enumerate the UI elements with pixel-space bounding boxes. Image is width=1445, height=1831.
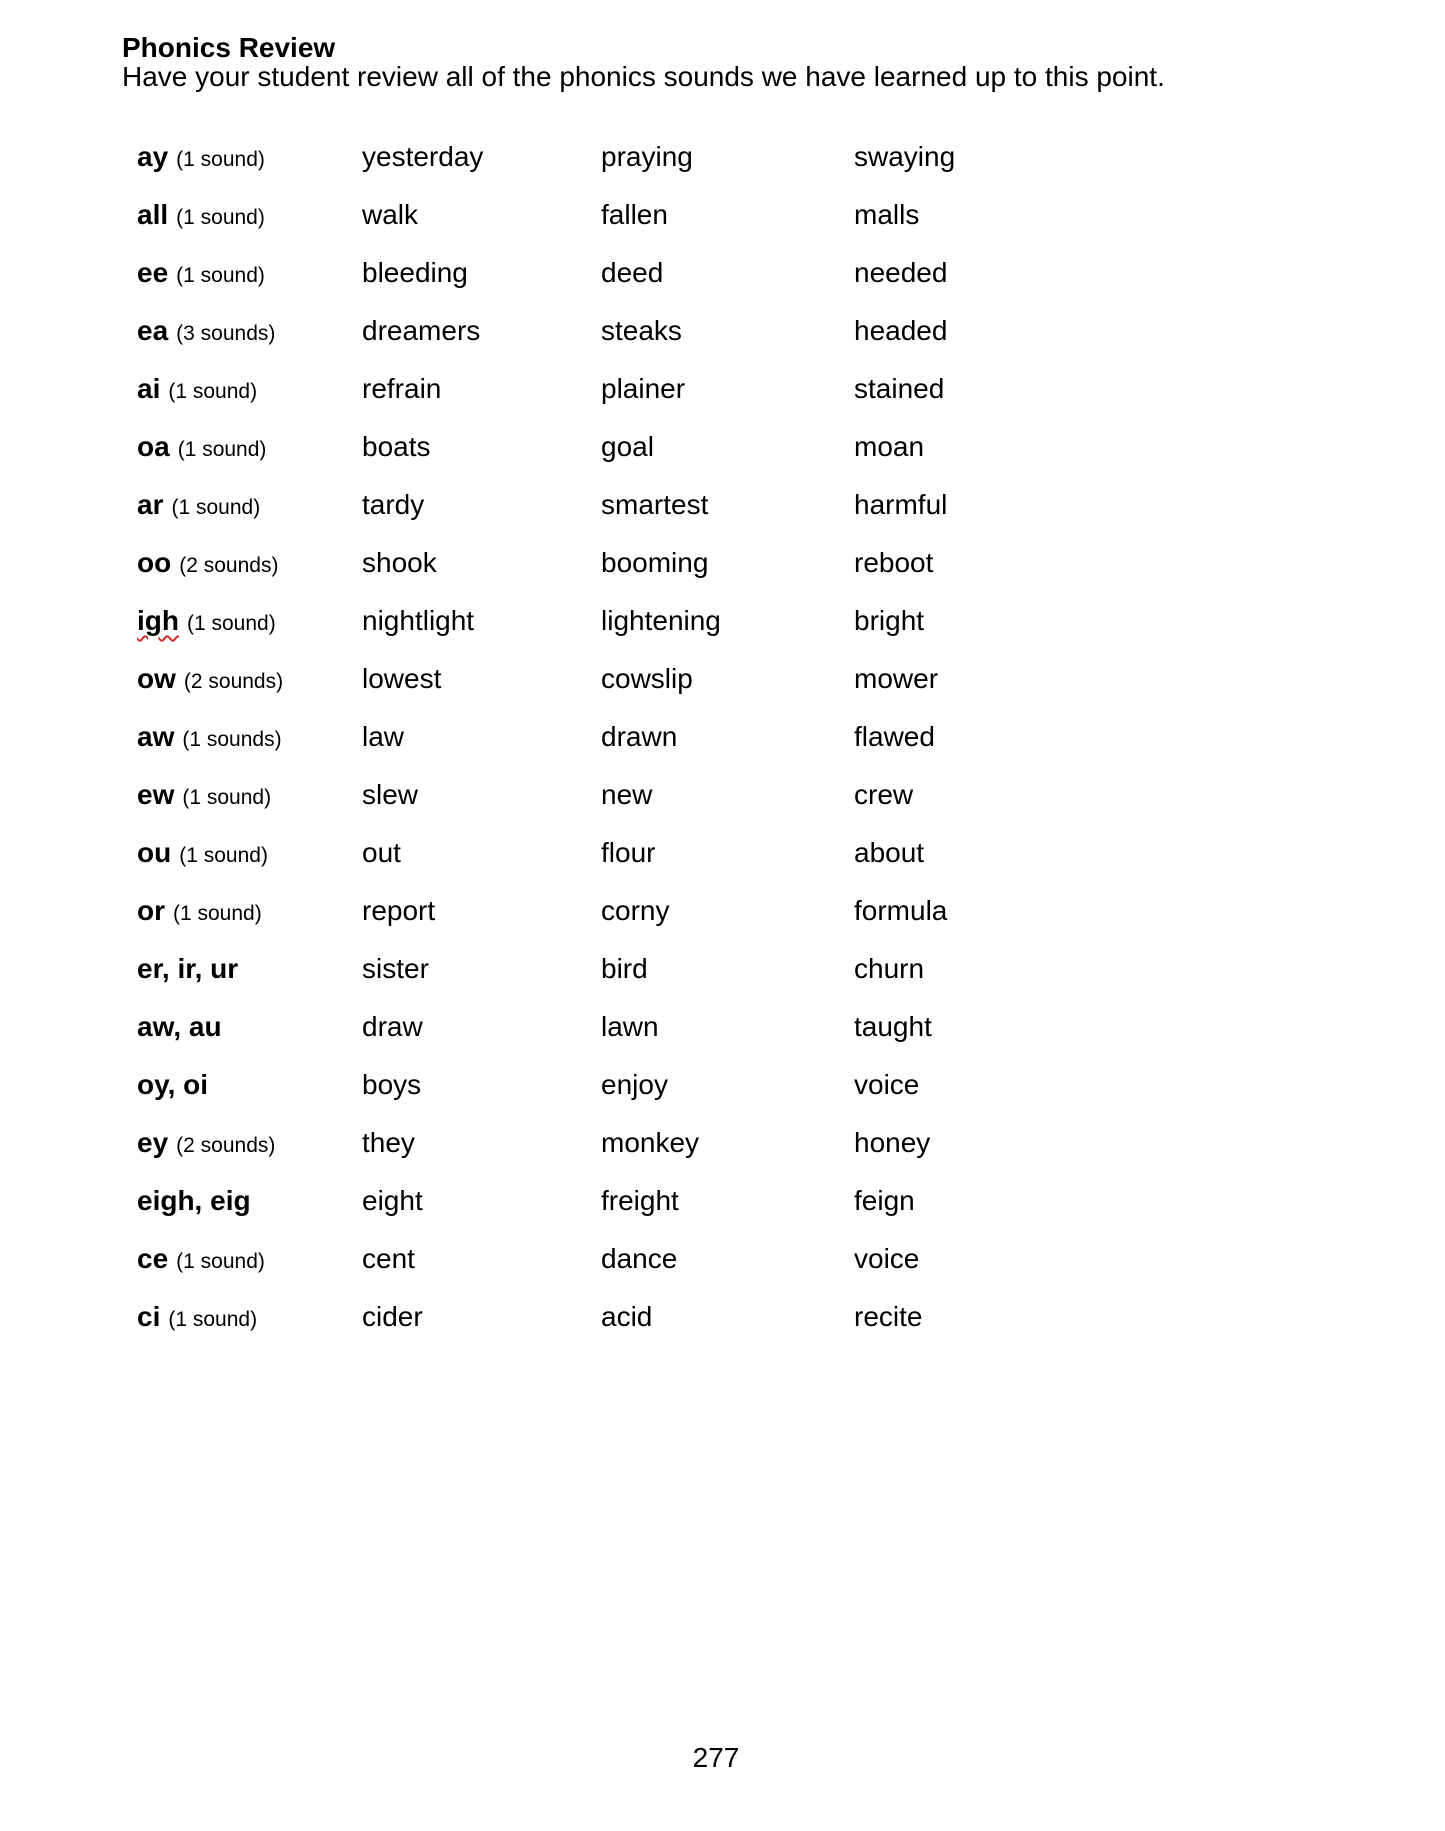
phonics-pattern-cell <box>137 489 362 521</box>
word-cell: tardy <box>362 489 425 520</box>
sound-count: (3 sounds) <box>176 322 276 345</box>
table-row <box>137 302 1357 360</box>
word-cell: new <box>601 779 653 810</box>
word-cell: report <box>362 895 436 926</box>
word-cell: mower <box>854 663 939 694</box>
phonics-pattern-cell <box>137 431 362 463</box>
word-cell: lightening <box>601 605 721 636</box>
word-cell: harmful <box>854 489 948 520</box>
phonics-pattern: ee <box>137 257 169 288</box>
word-cell: steaks <box>601 315 682 346</box>
table-row <box>137 186 1357 244</box>
word-cell: boys <box>362 1069 422 1100</box>
phonics-pattern: ce <box>137 1243 169 1274</box>
phonics-pattern-cell <box>137 373 362 405</box>
page-subtitle: Have your student review all of the phonics sounds we have learned up to this point. <box>122 61 1165 92</box>
phonics-pattern: ai <box>137 373 161 404</box>
phonics-pattern-cell <box>137 1069 362 1101</box>
word-cell: crew <box>854 779 914 810</box>
table-row <box>137 1114 1357 1172</box>
phonics-pattern-cell <box>137 1243 362 1275</box>
phonics-pattern-cell <box>137 257 362 289</box>
word-cell: eight <box>362 1185 423 1216</box>
word-cell: malls <box>854 199 920 230</box>
word-cell: corny <box>601 895 670 926</box>
word-cell: nightlight <box>362 605 475 636</box>
phonics-pattern-cell <box>137 1127 362 1159</box>
word-cell: about <box>854 837 925 868</box>
word-cell: flour <box>601 837 656 868</box>
table-row <box>137 476 1357 534</box>
phonics-pattern-cell <box>137 547 362 579</box>
phonics-pattern: ci <box>137 1301 161 1332</box>
word-cell: draw <box>362 1011 423 1042</box>
table-row <box>137 998 1357 1056</box>
sound-count: (1 sound) <box>176 264 265 287</box>
phonics-pattern-cell <box>137 1011 362 1043</box>
word-cell: churn <box>854 953 925 984</box>
sound-count: (1 sound) <box>176 148 265 171</box>
word-cell: praying <box>601 141 693 172</box>
word-cell: sister <box>362 953 429 984</box>
phonics-pattern: ow <box>137 663 176 694</box>
table-row <box>137 1230 1357 1288</box>
table-row <box>137 1172 1357 1230</box>
phonics-pattern-cell <box>137 199 362 231</box>
word-cell: cider <box>362 1301 423 1332</box>
word-cell: boats <box>362 431 431 462</box>
word-cell: lowest <box>362 663 442 694</box>
word-cell: drawn <box>601 721 678 752</box>
word-cell: bright <box>854 605 925 636</box>
word-cell: booming <box>601 547 709 578</box>
word-cell: feign <box>854 1185 915 1216</box>
phonics-pattern: ew <box>137 779 175 810</box>
word-cell: voice <box>854 1243 920 1274</box>
table-row <box>137 650 1357 708</box>
phonics-pattern-spellcheck: igh <box>137 605 179 636</box>
table-row <box>137 882 1357 940</box>
word-cell: walk <box>362 199 419 230</box>
phonics-pattern-cell <box>137 141 362 173</box>
sound-count: (1 sound) <box>168 380 258 403</box>
word-cell: voice <box>854 1069 920 1100</box>
table-row <box>137 128 1357 186</box>
word-cell: law <box>362 721 405 752</box>
word-cell: cowslip <box>601 663 693 694</box>
sound-count: (1 sound) <box>173 902 262 925</box>
word-cell: headed <box>854 315 948 346</box>
word-cell: honey <box>854 1127 931 1158</box>
sound-count: (1 sound) <box>182 786 272 809</box>
phonics-pattern-cell <box>137 1301 362 1333</box>
sound-count: (1 sound) <box>179 844 268 867</box>
word-cell: dreamers <box>362 315 481 346</box>
phonics-pattern: oy, oi <box>137 1069 209 1100</box>
phonics-pattern-cell <box>137 663 362 695</box>
phonics-pattern-cell <box>137 837 362 869</box>
page-number: 277 <box>692 1742 740 1773</box>
table-row <box>137 824 1357 882</box>
word-cell: swaying <box>854 141 956 172</box>
phonics-pattern: ay <box>137 141 169 172</box>
phonics-pattern-cell <box>137 315 362 347</box>
word-cell: freight <box>601 1185 679 1216</box>
table-row <box>137 1056 1357 1114</box>
word-cell: shook <box>362 547 437 578</box>
table-row <box>137 418 1357 476</box>
phonics-pattern: aw <box>137 721 175 752</box>
phonics-pattern: er, ir, ur <box>137 953 239 984</box>
sound-count: (1 sound) <box>176 1250 265 1273</box>
page-header <box>122 33 1165 91</box>
sound-count: (1 sound) <box>176 206 265 229</box>
phonics-pattern: oo <box>137 547 172 578</box>
word-cell: slew <box>362 779 419 810</box>
word-cell: bleeding <box>362 257 468 288</box>
word-cell: moan <box>854 431 925 462</box>
word-cell: deed <box>601 257 664 288</box>
sound-count: (2 sounds) <box>179 554 279 577</box>
phonics-pattern: or <box>137 895 165 926</box>
table-row <box>137 244 1357 302</box>
table-row <box>137 940 1357 998</box>
phonics-pattern-cell <box>137 895 362 927</box>
word-cell: plainer <box>601 373 686 404</box>
word-cell: yesterday <box>362 141 484 172</box>
phonics-pattern: ey <box>137 1127 169 1158</box>
phonics-pattern: ou <box>137 837 172 868</box>
sound-count: (1 sound) <box>168 1308 258 1331</box>
word-cell: lawn <box>601 1011 659 1042</box>
sound-count: (1 sound) <box>177 438 267 461</box>
word-cell: stained <box>854 373 945 404</box>
word-cell: reboot <box>854 547 934 578</box>
sound-count: (1 sound) <box>187 612 276 635</box>
sound-count: (2 sounds) <box>183 670 284 693</box>
phonics-pattern-cell <box>137 953 362 985</box>
page-title: Phonics Review <box>122 32 336 63</box>
phonics-pattern: all <box>137 199 169 230</box>
table-row <box>137 360 1357 418</box>
phonics-pattern-cell <box>137 779 362 811</box>
phonics-pattern-cell <box>137 605 362 637</box>
word-cell: fallen <box>601 199 668 230</box>
word-cell: bird <box>601 953 648 984</box>
word-cell: refrain <box>362 373 442 404</box>
word-cell: out <box>362 837 401 868</box>
word-cell: enjoy <box>601 1069 668 1100</box>
word-cell: recite <box>854 1301 923 1332</box>
phonics-pattern: oa <box>137 431 170 462</box>
word-cell: formula <box>854 895 948 926</box>
word-cell: acid <box>601 1301 653 1332</box>
table-row <box>137 708 1357 766</box>
table-row <box>137 592 1357 650</box>
table-row <box>137 1288 1357 1346</box>
phonics-pattern: ea <box>137 315 169 346</box>
word-cell: smartest <box>601 489 709 520</box>
word-cell: taught <box>854 1011 932 1042</box>
sound-count: (2 sounds) <box>176 1134 276 1157</box>
phonics-pattern: ar <box>137 489 164 520</box>
word-cell: needed <box>854 257 948 288</box>
phonics-pattern-cell <box>137 721 362 753</box>
word-cell: goal <box>601 431 654 462</box>
phonics-pattern: eigh, eig <box>137 1185 251 1216</box>
word-cell: cent <box>362 1243 415 1274</box>
word-cell: monkey <box>601 1127 700 1158</box>
phonics-pattern-cell <box>137 1185 362 1217</box>
table-row <box>137 766 1357 824</box>
word-cell: flawed <box>854 721 935 752</box>
sound-count: (1 sound) <box>171 496 261 519</box>
phonics-pattern: aw, au <box>137 1011 222 1042</box>
sound-count: (1 sounds) <box>182 728 282 751</box>
word-cell: they <box>362 1127 415 1158</box>
word-cell: dance <box>601 1243 678 1274</box>
phonics-table <box>137 128 1357 1346</box>
table-row <box>137 534 1357 592</box>
